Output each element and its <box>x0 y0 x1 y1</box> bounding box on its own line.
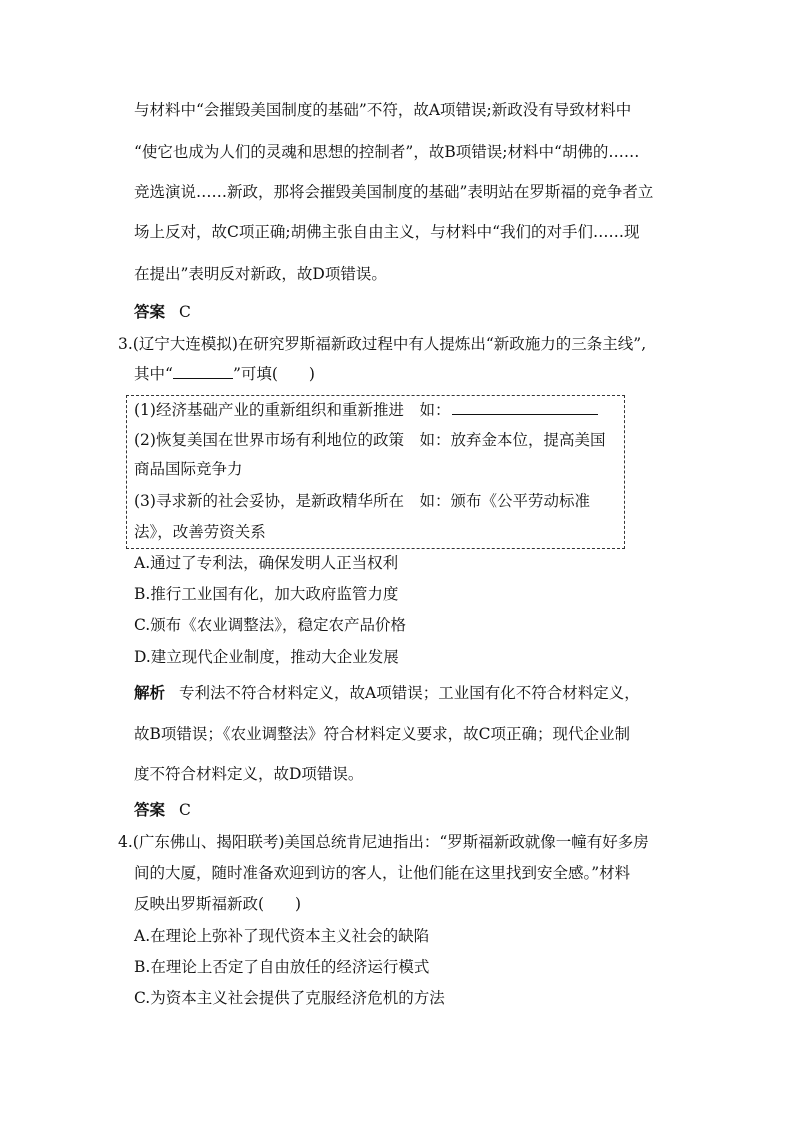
q3-material-box <box>126 395 625 549</box>
q4-stem-line-1: 4.(广东佛山、揭阳联考)美国总统肯尼迪指出：“罗斯福新政就像一幢有好多房 <box>118 833 649 851</box>
prev-answer <box>134 302 191 322</box>
q4-option-a: A.在理论上弥补了现代资本主义社会的缺陷 <box>134 927 430 945</box>
q3-answer <box>134 800 191 820</box>
q4-option-b: B.在理论上否定了自由放任的经济运行模式 <box>134 958 430 976</box>
q3-analysis-text-1: 专利法不符合材料定义，故A项错误；工业国有化不符合材料定义， <box>179 684 640 702</box>
q3-analysis-line-1 <box>134 683 640 703</box>
prev-explanation-line-2: “使它也成为人们的灵魂和思想的控制者”，故B项错误;材料中“胡佛的…… <box>134 143 640 161</box>
q3-answer-value: C <box>179 801 191 819</box>
prev-explanation-line-4: 场上反对，故C项正确;胡佛主张自由主义，与材料中“我们的对手们……现 <box>134 223 640 241</box>
prev-explanation-line-5: 在提出”表明反对新政，故D项错误。 <box>134 265 387 283</box>
q3-box-item-2b: 商品国际竞争力 <box>134 460 243 478</box>
q3-box-item-1-blank <box>452 400 598 415</box>
q3-blank <box>173 364 233 379</box>
q3-analysis-line-2: 故B项错误；《农业调整法》符合材料定义要求，故C项正确；现代企业制 <box>134 725 631 743</box>
q4-stem-line-3: 反映出罗斯福新政( ) <box>134 895 302 913</box>
q4-stem-line-2: 间的大厦，随时准备欢迎到访的客人，让他们能在这里找到安全感。”材料 <box>134 864 631 882</box>
q3-box-item-3b: 法》，改善劳资关系 <box>134 523 266 541</box>
q3-stem-post: ”可填( ) <box>232 365 315 383</box>
q3-answer-label: 答案 <box>134 800 166 819</box>
q3-box-item-2a: (2)恢复美国在世界市场有利地位的政策 如：放弃金本位，提高美国 <box>134 431 606 449</box>
q3-option-d: D.建立现代企业制度，推动大企业发展 <box>134 648 399 666</box>
q3-option-c: C.颁布《农业调整法》，稳定农产品价格 <box>134 616 406 634</box>
q3-analysis-label: 解析 <box>134 683 166 702</box>
q3-analysis-line-3: 度不符合材料定义，故D项错误。 <box>134 765 364 783</box>
q3-box-item-1-text: (1)经济基础产业的重新组织和重新推进 如： <box>134 401 451 419</box>
prev-explanation-line-3: 竞选演说……新政，那将会摧毁美国制度的基础”表明站在罗斯福的竞争者立 <box>134 183 654 201</box>
q3-option-a: A.通过了专利法，确保发明人正当权利 <box>134 554 399 572</box>
q3-box-item-1 <box>134 400 598 420</box>
q3-stem-pre: 其中“ <box>134 365 173 383</box>
prev-answer-value: C <box>179 303 191 321</box>
prev-explanation-line-1: 与材料中“会摧毁美国制度的基础”不符，故A项错误;新政没有导致材料中 <box>134 101 632 119</box>
q4-option-c: C.为资本主义社会提供了克服经济危机的方法 <box>134 989 445 1007</box>
prev-answer-label: 答案 <box>134 302 166 321</box>
q3-stem-line-2 <box>134 364 315 384</box>
q3-option-b: B.推行工业国有化，加大政府监管力度 <box>134 585 399 603</box>
q3-box-item-3a: (3)寻求新的社会妥协，是新政精华所在 如：颁布《公平劳动标准 <box>134 492 590 510</box>
q3-stem-line-1: 3.(辽宁大连模拟)在研究罗斯福新政过程中有人提炼出“新政施力的三条主线”, <box>118 335 647 353</box>
